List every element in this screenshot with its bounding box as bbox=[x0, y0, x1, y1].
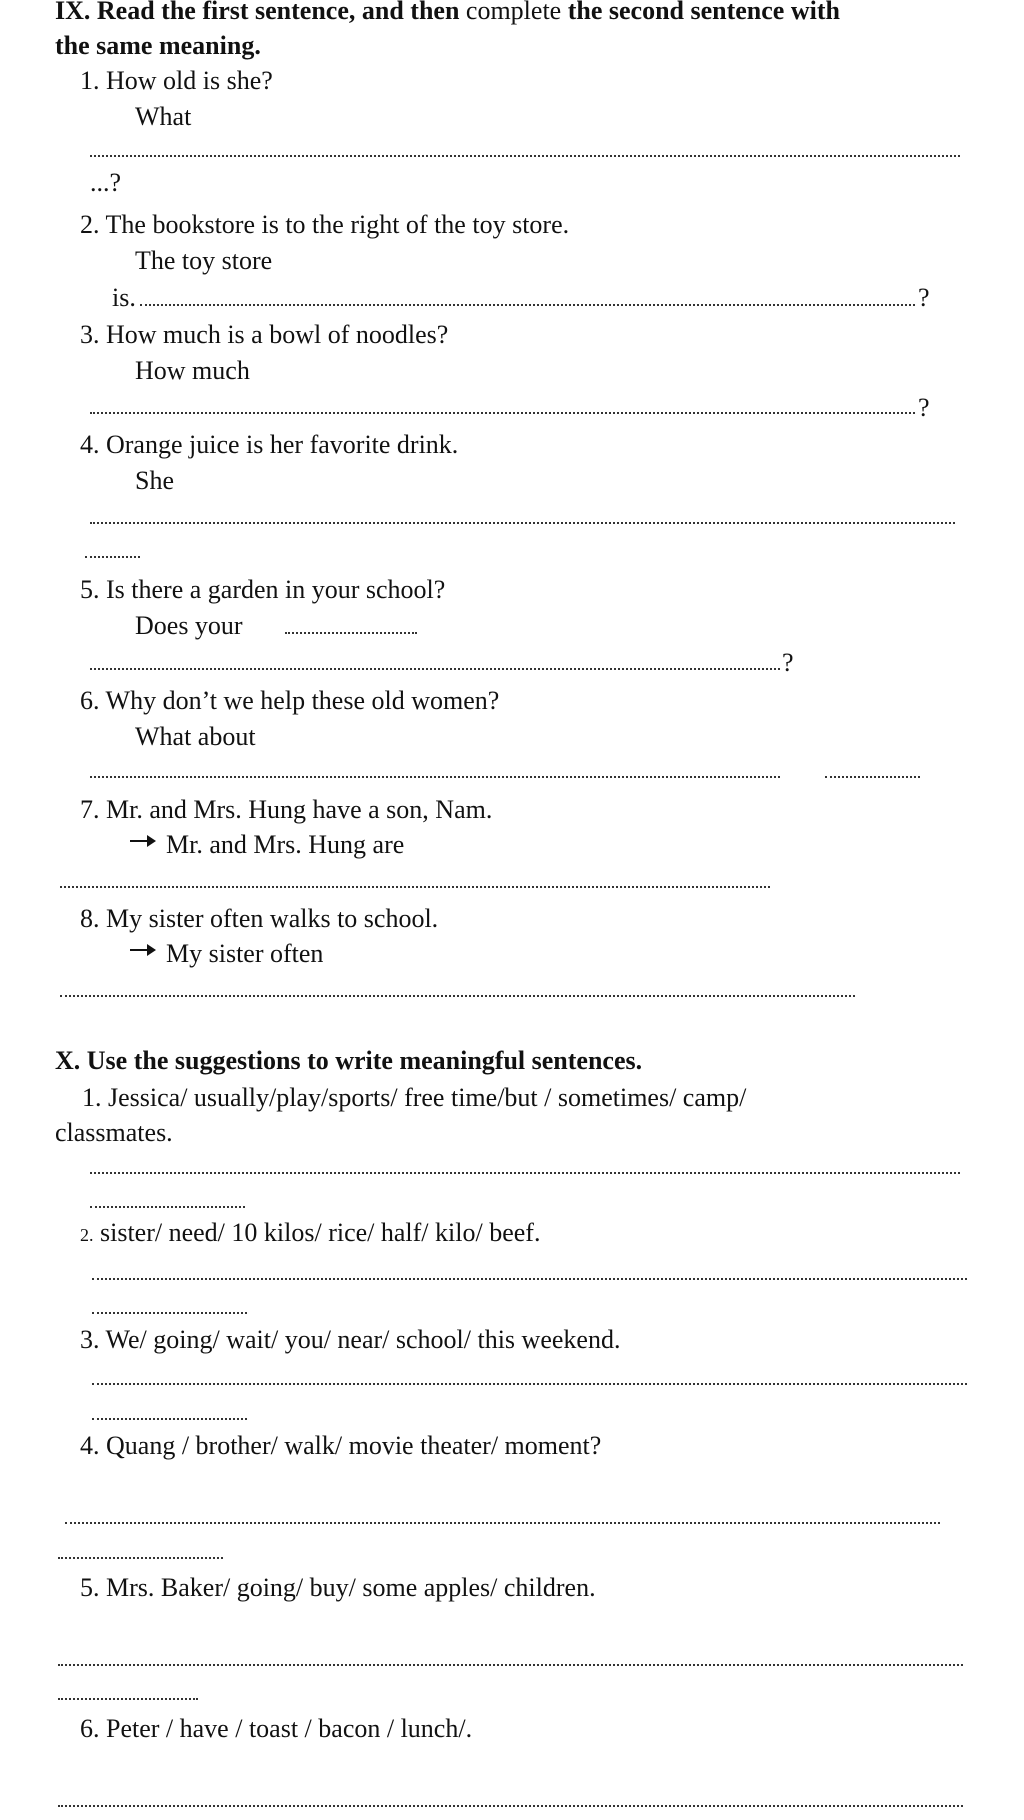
answer-line[interactable] bbox=[90, 412, 915, 414]
question-5 bbox=[80, 577, 445, 603]
prompt-1: What bbox=[135, 102, 192, 131]
question-6 bbox=[80, 688, 499, 714]
question-sentence: How old is she? bbox=[106, 66, 273, 95]
answer-lead: is. bbox=[112, 283, 136, 312]
question-sentence: Is there a garden in your school? bbox=[106, 575, 446, 604]
question-number: 2. bbox=[80, 210, 100, 239]
question-8 bbox=[80, 906, 438, 932]
answer-line[interactable] bbox=[90, 155, 960, 157]
suggestion-number: 3. bbox=[80, 1325, 100, 1354]
answer-end: ...? bbox=[90, 168, 122, 197]
answer-line-short[interactable] bbox=[285, 632, 417, 634]
answer-line-cont[interactable] bbox=[92, 1418, 247, 1420]
question-number: 4. bbox=[80, 430, 100, 459]
question-sentence: How much is a bowl of noodles? bbox=[106, 320, 449, 349]
question-sentence: Orange juice is her favorite drink. bbox=[106, 430, 459, 459]
suggestion-number: 2. bbox=[80, 1225, 94, 1245]
answer-line[interactable] bbox=[58, 1664, 963, 1666]
question-sentence: The bookstore is to the right of the toy store. bbox=[105, 210, 570, 239]
answer-line[interactable] bbox=[90, 776, 780, 778]
arrow-icon bbox=[130, 840, 148, 842]
answer-line[interactable] bbox=[60, 886, 770, 888]
answer-line[interactable] bbox=[92, 1383, 967, 1385]
prompt-5: Does your bbox=[135, 611, 243, 640]
suggestion-number: 6. bbox=[80, 1714, 100, 1743]
suggestion-text: Jessica/ usually/play/sports/ free time/but / sometimes/ camp/ bbox=[108, 1083, 747, 1112]
answer-line-cont[interactable] bbox=[85, 556, 140, 558]
suggestion-text: Mrs. Baker/ going/ buy/ some apples/ children. bbox=[106, 1573, 596, 1602]
suggestion-text: Peter / have / toast / bacon / lunch/. bbox=[106, 1714, 473, 1743]
answer-end: ? bbox=[918, 393, 930, 422]
question-sentence: Mr. and Mrs. Hung have a son, Nam. bbox=[106, 795, 493, 824]
prompt-3: How much bbox=[135, 356, 250, 385]
suggestion-1-cont: classmates. bbox=[55, 1118, 173, 1147]
suggestion-3 bbox=[80, 1327, 620, 1353]
question-2 bbox=[80, 212, 569, 238]
answer-line-cont[interactable] bbox=[58, 1557, 223, 1559]
question-7 bbox=[80, 797, 492, 823]
answer-line[interactable] bbox=[90, 522, 955, 524]
heading-part: the second sentence with bbox=[567, 0, 840, 25]
question-sentence: Why don’t we help these old women? bbox=[105, 686, 500, 715]
answer-line[interactable] bbox=[92, 1278, 967, 1280]
question-number: 3. bbox=[80, 320, 100, 349]
suggestion-text: We/ going/ wait/ you/ near/ school/ this weekend. bbox=[105, 1325, 621, 1354]
answer-line[interactable] bbox=[140, 304, 915, 306]
answer-end: ? bbox=[782, 648, 794, 677]
answer-line-cont[interactable] bbox=[92, 1312, 247, 1314]
question-number: 7. bbox=[80, 795, 100, 824]
question-number: 5. bbox=[80, 575, 100, 604]
suggestion-6 bbox=[80, 1716, 472, 1742]
heading-part: complete bbox=[465, 0, 562, 25]
suggestion-1 bbox=[82, 1085, 746, 1111]
answer-end: ? bbox=[918, 283, 930, 312]
question-sentence: My sister often walks to school. bbox=[106, 904, 439, 933]
suggestion-text: Quang / brother/ walk/ movie theater/ moment? bbox=[106, 1431, 602, 1460]
question-4 bbox=[80, 432, 458, 458]
question-3 bbox=[80, 322, 448, 348]
question-number: 6. bbox=[80, 686, 100, 715]
prompt-8: My sister often bbox=[166, 939, 324, 968]
suggestion-5 bbox=[80, 1575, 596, 1601]
section-10-heading: X. Use the suggestions to write meaningful sentences. bbox=[55, 1046, 643, 1075]
suggestion-number: 1. bbox=[82, 1083, 102, 1112]
prompt-7: Mr. and Mrs. Hung are bbox=[166, 830, 405, 859]
suggestion-4 bbox=[80, 1433, 601, 1459]
section-9-heading-line2: the same meaning. bbox=[55, 31, 261, 60]
answer-line[interactable] bbox=[58, 1805, 963, 1807]
question-number: 1. bbox=[80, 66, 100, 95]
question-number: 8. bbox=[80, 904, 100, 933]
question-1 bbox=[80, 68, 273, 94]
prompt-4: She bbox=[135, 466, 174, 495]
arrow-icon bbox=[130, 949, 148, 951]
section-9-heading bbox=[55, 0, 840, 24]
heading-part: IX. Read the first sentence, and then bbox=[55, 0, 460, 25]
answer-line-cont[interactable] bbox=[58, 1698, 198, 1700]
answer-line-cont[interactable] bbox=[90, 1206, 245, 1208]
suggestion-2 bbox=[80, 1220, 540, 1246]
answer-line[interactable] bbox=[65, 1522, 940, 1524]
answer-line-cont[interactable] bbox=[825, 776, 920, 778]
answer-line[interactable] bbox=[90, 668, 780, 670]
answer-line[interactable] bbox=[90, 1172, 960, 1174]
suggestion-text: sister/ need/ 10 kilos/ rice/ half/ kilo/ beef. bbox=[100, 1218, 541, 1247]
suggestion-number: 5. bbox=[80, 1573, 100, 1602]
prompt-6: What about bbox=[135, 722, 256, 751]
prompt-2: The toy store bbox=[135, 246, 273, 275]
answer-line[interactable] bbox=[60, 995, 855, 997]
suggestion-number: 4. bbox=[80, 1431, 100, 1460]
